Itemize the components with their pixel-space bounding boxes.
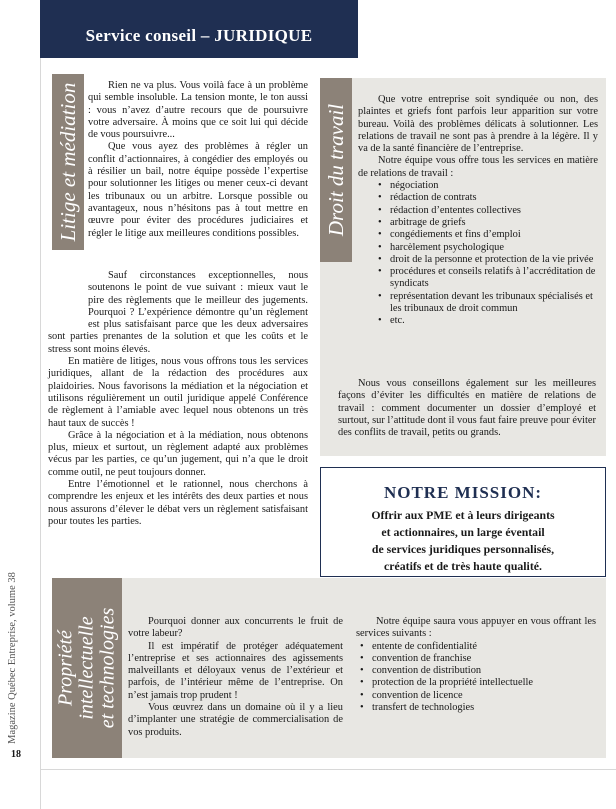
litige-paragraph: Entre l’émotionnel et le rationnel, nous cherchons à comprendre les enjeux et les intérêts des deux parties et nous nous assurons d’élever le débat vers un règlement satisfaisant pour toutes les parties. [48,479,308,527]
list-item: • protection de la propriété intellectuelle [360,677,596,689]
page-number: 18 [11,749,21,760]
propriete-paragraph: Il est impératif de protéger adéquatement l’entreprise et ses actionnaires des agissements malveillants et déloyaux venus de l’extérieur et parfois, de l’intérieur même de l’entreprise. On n’est jamais trop prudent ! [128,640,343,701]
list-item: • droit de la personne et protection de la vie privée [378,254,598,266]
mission-statement [321,507,605,575]
list-item: • entente de confidentialité [360,641,596,653]
litige-tab-label: Litige et médiation [56,82,80,242]
litige-text-bottom [48,270,308,528]
footer-rule [40,769,616,770]
mission-line: Offrir aux PME et à leurs dirigeants [371,508,555,522]
droit-tab-label: Droit du travail [324,103,348,237]
list-item: • congédiements et fins d’emploi [378,229,598,241]
tab-line: Propriété [54,630,77,706]
list-item: • représentation devant les tribunaux spécialisés et les tribunaux de droit commun [378,291,598,316]
litige-text-top [88,80,308,240]
propriete-text-right [356,616,596,714]
droit-text [358,94,598,328]
list-item: • négociation [378,180,598,192]
propriete-paragraph: Pourquoi donner aux concurrents le fruit de votre labeur? [128,616,343,640]
list-item: • convention de franchise [360,653,596,665]
mission-box [320,467,606,577]
litige-paragraph: Sauf circonstances exceptionnelles, nous soutenons le point de vue suivant : mieux vaut le pire des règlements que le meilleur des jugements. Pourquoi ? L’expérience démontre qu’un règlement est plus satisfaisant parce que les deux adversaires sont parties prenantes de la solution et que les coûts et le stress sont moins élevés. [48,270,308,355]
magazine-caption: Magazine Québec Entreprise, volume 38 [7,572,18,744]
mission-line: et actionnaires, un large éventail [381,525,545,539]
propriete-service-list [360,641,596,715]
list-item: • rédaction d’ententes collectives [378,205,598,217]
list-item: • transfert de technologies [360,702,596,714]
litige-paragraph: Grâce à la négociation et à la médiation, nous obtenons plus, mieux et surtout, un règlement adapté aux problèmes vécus par les parties, ce qu’un jugement, qui n’a que le droit comme outil, ne peut toujours donner. [48,429,308,478]
propriete-lead: Notre équipe saura vous appuyer en vous offrant les services suivants : [356,616,596,640]
list-item: • convention de distribution [360,665,596,677]
droit-closing-text [338,378,596,439]
list-item: • rédaction de contrats [378,192,598,204]
droit-intro: Que votre entreprise soit syndiquée ou non, des plaintes et griefs font parfois leur apparition sur votre bureau. Voilà des problèmes délicats à solutionner. Les relations de travail ne sont pas à prendre à la légère. Il y va de la santé financière de l’entreprise. [358,94,598,155]
list-item: • harcèlement psychologique [378,242,598,254]
litige-paragraph: Que vous ayez des problèmes à régler un conflit d’actionnaires, à congédier des employés ou à résilier un bail, notre équipe possède l’expertise pour solutionner les litiges ou mener ceux-ci devant les tribunaux ou un arbitre. Lorsque possible ou avantageux, nous n’hésitons pas à tout mettre en œuvre pour éviter des procédures judiciaires et régler le litige aux meilleures conditions possibles. [88,141,308,239]
litige-paragraph: En matière de litiges, nous vous offrons tous les services juridiques, allant de la rédaction des procédures aux plaidoiries. Nous favorisons la médiation et la négociation et utilisons régulièrement un outil juridique appelé Conférence de règlement à l’amiable avec lequel nous obtenons un très haut taux de succès ! [48,356,308,429]
page-title: Service conseil – JURIDIQUE [85,26,313,45]
droit-closing: Nous vous conseillons également sur les meilleures façons d’éviter les difficultés en matière de relations de travail : comment documenter un dossier d’employé et surtout, sur l’attitude dont il vous faut faire preuve pour éviter des conflits de travail, petits ou grands. [338,378,596,439]
propriete-tab-label [56,608,119,729]
droit-section-tab [320,78,352,262]
list-item: • convention de licence [360,690,596,702]
droit-lead: Notre équipe vous offre tous les services en matière de relations de travail : [358,155,598,179]
mission-title: NOTRE MISSION: [383,483,543,502]
list-item: • arbitrage de griefs [378,217,598,229]
mission-line: créatifs et de très haute qualité. [384,559,542,573]
litige-paragraph: Rien ne va plus. Vous voilà face à un problème qui semble insoluble. La tension monte, le ton aussi : vous n’avez d’autre recours que de poursuivre votre adversaire. À moins que ce soit lui qui décide de vous poursuivre... [88,80,308,141]
litige-section-tab [52,74,84,250]
tab-line: et technologies [96,607,119,729]
list-item: • etc. [378,315,598,327]
propriete-section-tab [52,578,122,758]
margin-rule [40,58,41,809]
header-bar [40,0,358,58]
droit-service-list [378,180,598,328]
tab-spacer [48,270,88,320]
mission-line: de services juridiques personnalisés, [371,542,555,556]
tab-line: intellectuelle [75,616,98,720]
propriete-paragraph: Vous œuvrez dans un domaine où il y a lieu d’implanter une stratégie de commercialisation de vos produits. [128,702,343,738]
propriete-text-left [128,616,343,739]
list-item: • procédures et conseils relatifs à l’accréditation de syndicats [378,266,598,291]
